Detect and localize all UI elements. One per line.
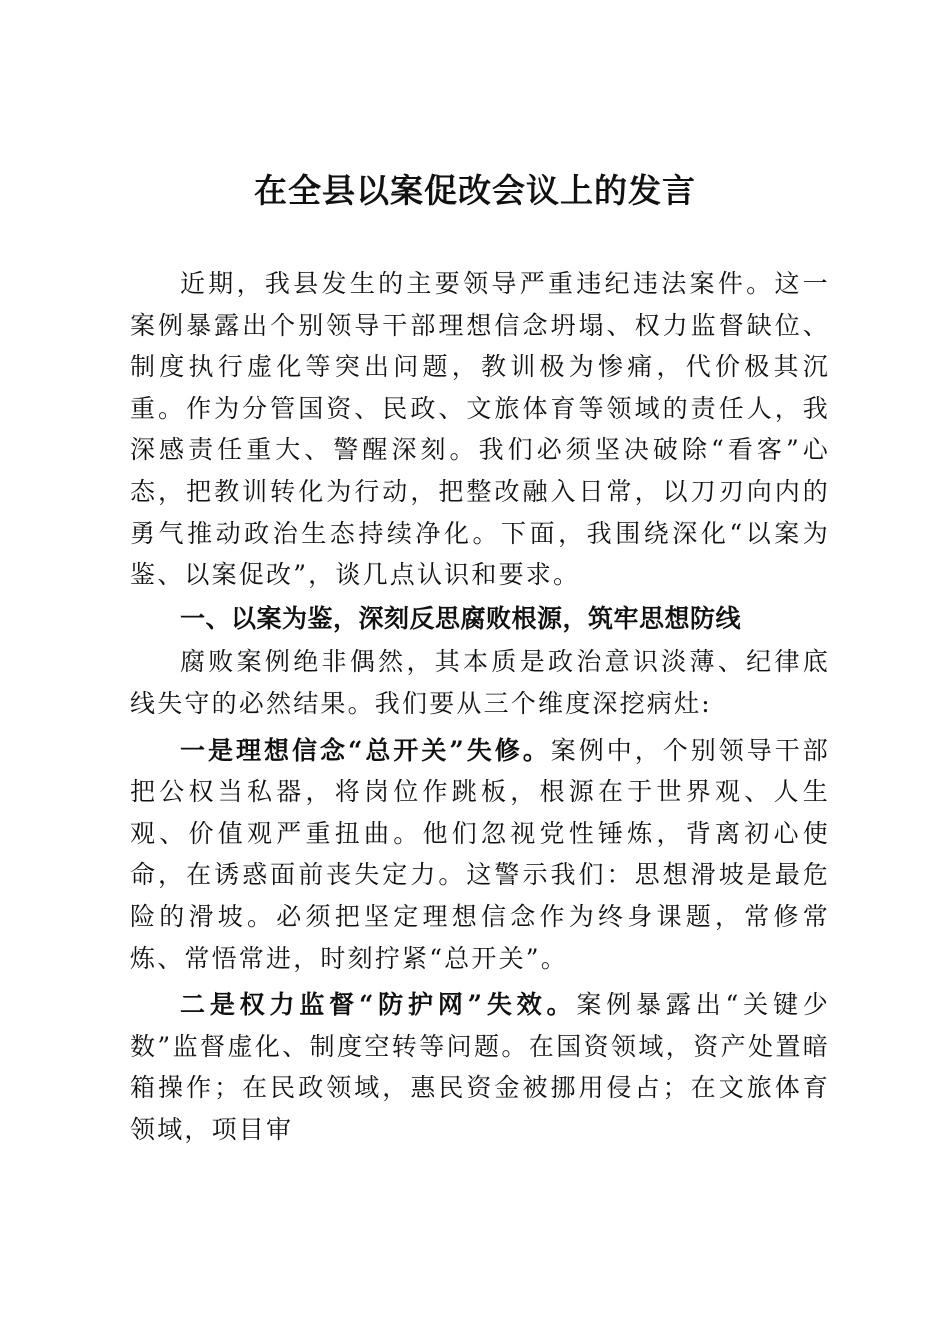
point-1-paragraph [130,730,830,980]
point-1-text: 案例中，个别领导干部把公权当私器，将岗位作跳板，根源在于世界观、人生观、价值观严重扭曲。他们忽视党性锤炼，背离初心使命，在诱惑面前丧失定力。这警示我们：思想滑坡是最危险的滑坡。必须把坚定理想信念作为终身课题，常修常炼、常悟常进，时刻拧紧“总开关”。 [130,735,830,973]
section-heading-1: 一、以案为鉴，深刻反思腐败根源，筑牢思想防线 [180,603,742,633]
point-1-lead: 一是理想信念“总开关”失修。 [180,735,551,765]
point-2-paragraph [130,984,830,1150]
document-title: 在全县以案促改会议上的发言 [254,171,696,210]
point-2-lead: 二是权力监督“防护网”失效。 [180,990,577,1020]
document-body [130,263,830,1150]
section-1-intro-paragraph: 腐败案例绝非偶然，其本质是政治意识淡薄、纪律底线失守的必然结果。我们要从三个维度深挖病灶: [130,647,830,718]
point-2-text: 案例暴露出“关键少数”监督虚化、制度空转等问题。在国资领域，资产处置暗箱操作；在民政领域，惠民资金被挪用侵占；在文旅体育领域，项目审 [130,990,830,1144]
intro-paragraph: 近期，我县发生的主要领导严重违纪违法案件。这一案例暴露出个别领导干部理想信念坍塌、权力监督缺位、制度执行虚化等突出问题，教训极为惨痛，代价极其沉重。作为分管国资、民政、文旅体育等领域的责任人，我深感责任重大、警醒深刻。我们必须坚决破除“看客”心态，把教训转化为行动，把整改融入日常，以刀刃向内的勇气推动政治生态持续净化。下面，我围绕深化“以案为鉴、以案促改”，谈几点认识和要求。 [130,269,830,590]
